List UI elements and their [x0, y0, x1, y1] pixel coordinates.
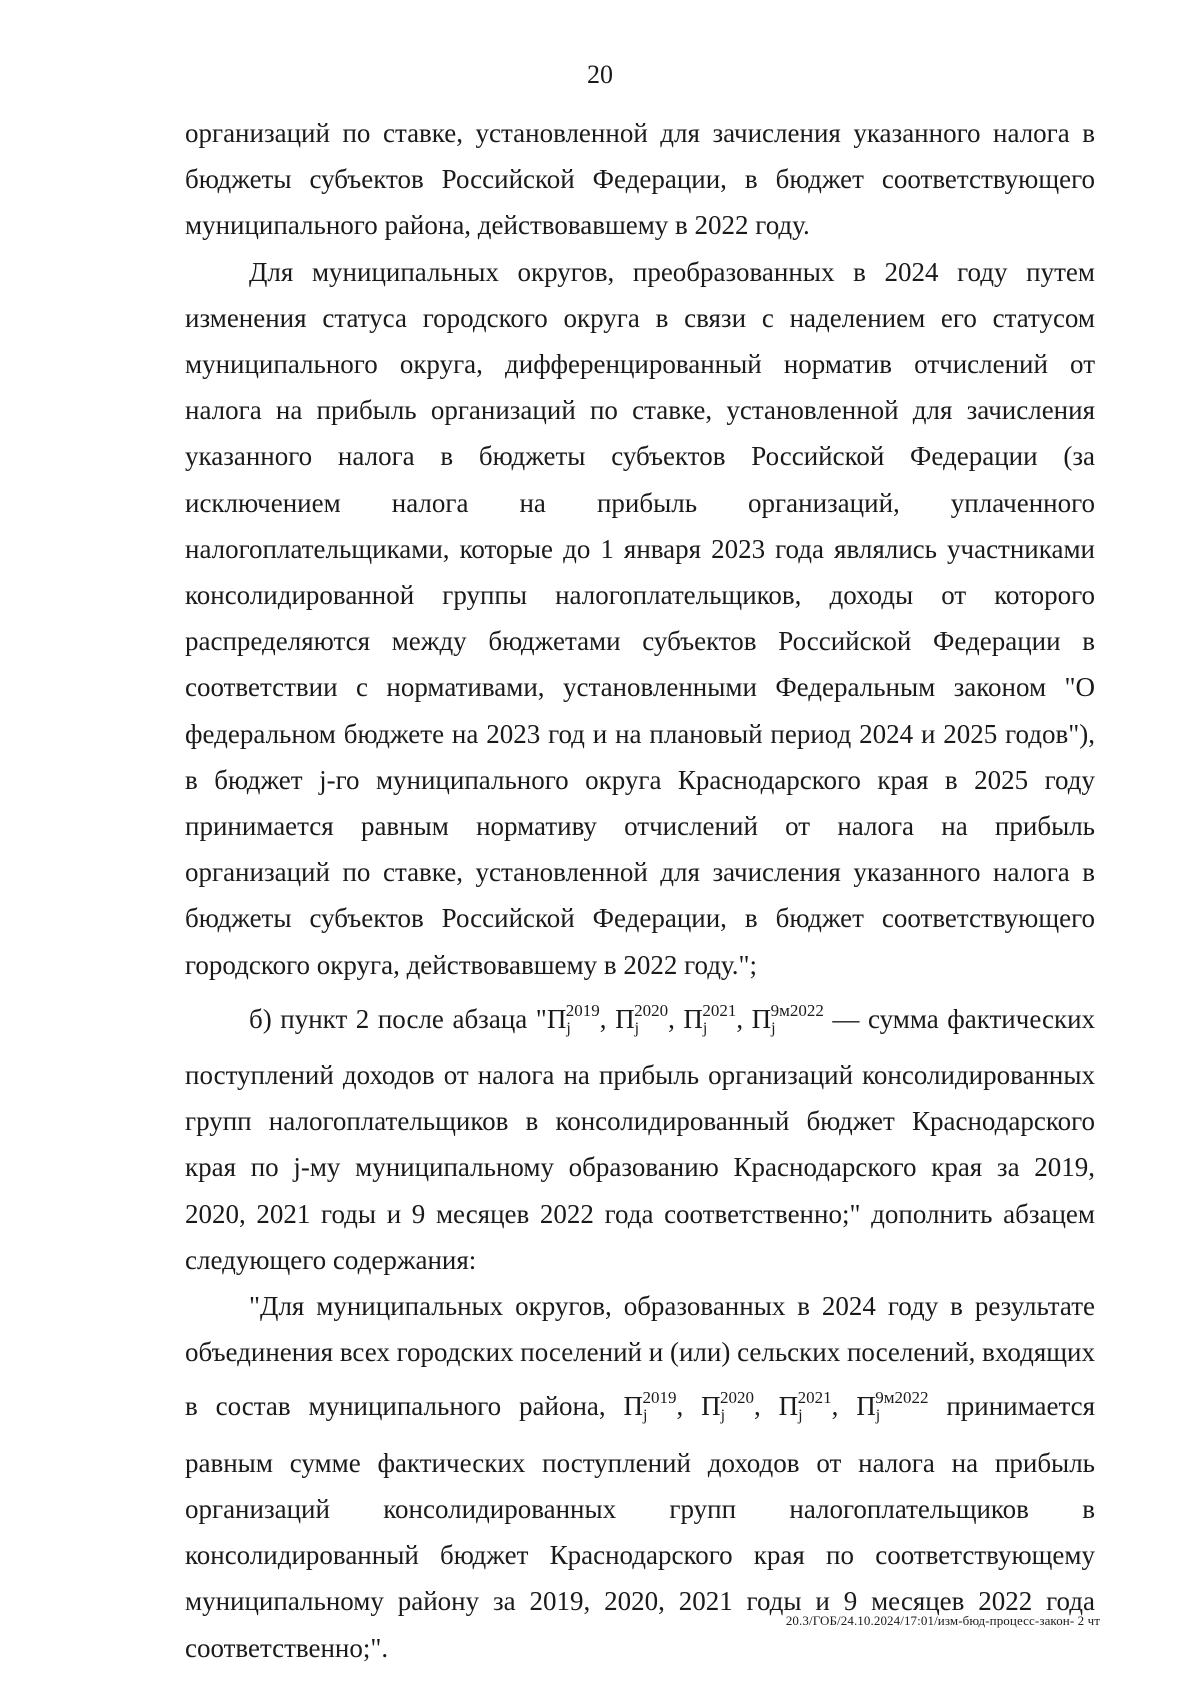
formula-term: $П_j^{2021}$ [683, 1000, 737, 1037]
formula-term: $П_j^{2019}$ [546, 1000, 600, 1037]
footer-document-id: 20.3/ГОБ/24.10.2024/17:01/изм-бюд-процесс-закон- 2 чт [785, 1613, 1100, 1628]
formula-term: $П_j^{2021}$ [778, 1388, 832, 1425]
formula-terms-1: $П_j^{2019}$, $П_j^{2020}$, $П_j^{2021}$, $П_j^{9м2022}$ [546, 1000, 824, 1037]
formula-term: $П_j^{2020}$ [615, 1000, 669, 1037]
formula-term: $П_j^{2019}$ [623, 1388, 677, 1425]
paragraph-3 [185, 988, 1095, 1283]
paragraph-3-end: — сумма фактических поступлений доходов от налога на прибыль организаций консолидированных групп налогоплательщиков в консолидированный бюджет Краснодарского края по j-му муниципальному образованию Краснодарского края за 2019, 2020, 2021 годы и 9 месяцев 2022 года соответственно;" дополнить абзацем следующего содержания: [185, 1003, 1096, 1275]
paragraph-2: Для муниципальных округов, преобразованных в 2024 году путем изменения статуса городского округа в связи с наделением его статусом муниципального округа, дифференцированный норматив отчислений от налога на прибыль организаций по ставке, установленной для зачисления указанного налога в бюджеты субъектов Российской Федерации (за исключением налога на прибыль организаций, уплаченного налогоплательщиками, которые до 1 января 2023 года являлись участниками консолидированной группы налогоплательщиков, доходы от которого распределяются между бюджетами субъектов Российской Федерации в соответствии с нормативами, установленными Федеральным законом "О федеральном бюджете на 2023 год и на плановый период 2024 и 2025 годов"), в бюджет j-го муниципального округа Краснодарского края в 2025 году принимается равным нормативу отчислений от налога на прибыль организаций по ставке, установленной для зачисления указанного налога в бюджеты субъектов Российской Федерации, в бюджет соответствующего городского округа, действовавшему в 2022 году."; [185, 256, 1095, 980]
document-body [185, 110, 1095, 1671]
paragraph-1: организаций по ставке, установленной для зачисления указанного налога в бюджеты субъектов Российской Федерации, в бюджет соответствующего муниципального района, действовавшему в 2022 году. [185, 118, 1095, 241]
paragraph-4-start: "Для муниципальных округов, образованных в 2024 году в результате объединения всех городских поселений и (или) сельских поселений, входящих в состав муниципального района, [185, 1291, 1096, 1422]
paragraph-4-end: принимается равным сумме фактических поступлений доходов от налога на прибыль организаций консолидированных групп налогоплательщиков в консолидированный бюджет Краснодарского края по соответствующему муниципальному району за 2019, 2020, 2021 годы и 9 месяцев 2022 года соответственно;". [185, 1391, 1096, 1663]
paragraph-3-start: б) пункт 2 после абзаца " [249, 1003, 547, 1034]
formula-term: $П_j^{9м2022}$ [751, 1000, 824, 1037]
formula-term: $П_j^{9м2022}$ [856, 1388, 929, 1425]
page-number: 20 [587, 60, 613, 89]
formula-term: $П_j^{2020}$ [701, 1388, 755, 1425]
formula-terms-2: $П_j^{2019}$, $П_j^{2020}$, $П_j^{2021}$, $П_j^{9м2022}$ [623, 1388, 929, 1425]
